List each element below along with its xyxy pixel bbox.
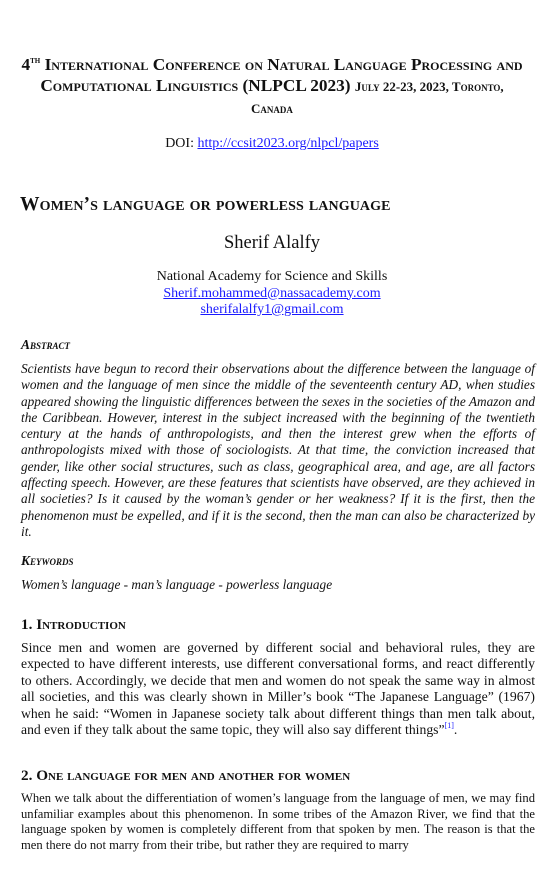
conference-name: International Conference on Natural Language Processing and Computational Linguistics (NLPCL 2023) (40, 55, 523, 95)
section-1-body: Since men and women are governed by different social and behavioral rules, they are expected to have different interests, use different conversational forms, and react differently to others. Accordingly, we decide that men and women do not speak the same way in almost all societies, and this was clearly shown in Miller’s book “The Japanese Language” (1967) when he said: “Women in Japanese society talk about different things than men talk about, and even if they talk about the same topic, they will also say different things” (21, 640, 535, 738)
author-affiliation-block (0, 269, 544, 319)
conference-dates-location: July 22-23, 2023, Toronto, Canada (251, 79, 504, 116)
conference-header (20, 54, 524, 119)
section-2-heading: 2. One language for men and another for women (21, 767, 351, 784)
footnote-ref[interactable]: [1] (444, 721, 454, 731)
author-name: Sherif Alalfy (223, 233, 321, 253)
paper-title: Women’s language or powerless language (20, 194, 391, 215)
section-1-text: Since men and women are governed by different social and behavioral rules, they are expected to have different interests, use different conversational forms, and react differently to others. Accordingly, we decide that men and women do not speak the same way in almost all societies, and this was clearly shown in Miller’s book “The Japanese Language” (1967) when he said: “Women in Japanese society talk about different things than men talk about, and even if they talk about the same topic, they will also say different things”[1]. (21, 640, 535, 738)
email-link-2[interactable]: sherifalalfy1@gmail.com (200, 302, 344, 317)
conference-ordinal: 4 (21, 55, 31, 74)
section-1-heading: 1. Introduction (21, 616, 126, 633)
abstract-text: Scientists have begun to record their observations about the difference between the language of women and the language of men since the middle of the seventeenth century AD, when studies appeared showing the linguistic differences between the sexes in the societies of the Amazon and the Caribbean. However, interest in the subject increased with the beginning of the twentieth century at the hands of anthropologists, and then the interest grew when the efforts of anthropologists mixed with those of sociologists. At that time, the conviction increased that gender, like other social structures, such as class, geographical area, and age, are all factors affecting speech. However, are these features that scientists have observed, are they achieved in all societies? Is it caused by the woman’s gender or her weakness? If it is the first, then the phenomenon must be expelled, and if it is the second, then the man can also be characterized by it. (21, 361, 535, 539)
keywords-text: Women’s language - man’s language - powerless language (21, 577, 333, 592)
conference-ordinal-suffix: th (30, 55, 41, 66)
abstract-heading: Abstract (21, 337, 71, 352)
section-2-text: When we talk about the differentiation of women’s language from the language of men, we may find unfamiliar examples about this phenomenon. In some tribes of the Amazon River, we find that the language spoken by women is completely different from that spoken by men. The reason is that the men there do not marry from their tribe, but rather they are required to marry (21, 791, 535, 852)
email-link-1[interactable]: Sherif.mohammed@nassacademy.com (163, 285, 381, 301)
doi-line (0, 135, 544, 152)
doi-label: DOI: (165, 136, 194, 151)
affiliation: National Academy for Science and Skills (156, 269, 388, 284)
doi-link[interactable]: http://ccsit2023.org/nlpcl/papers (197, 136, 379, 151)
keywords-heading: Keywords (21, 553, 74, 568)
